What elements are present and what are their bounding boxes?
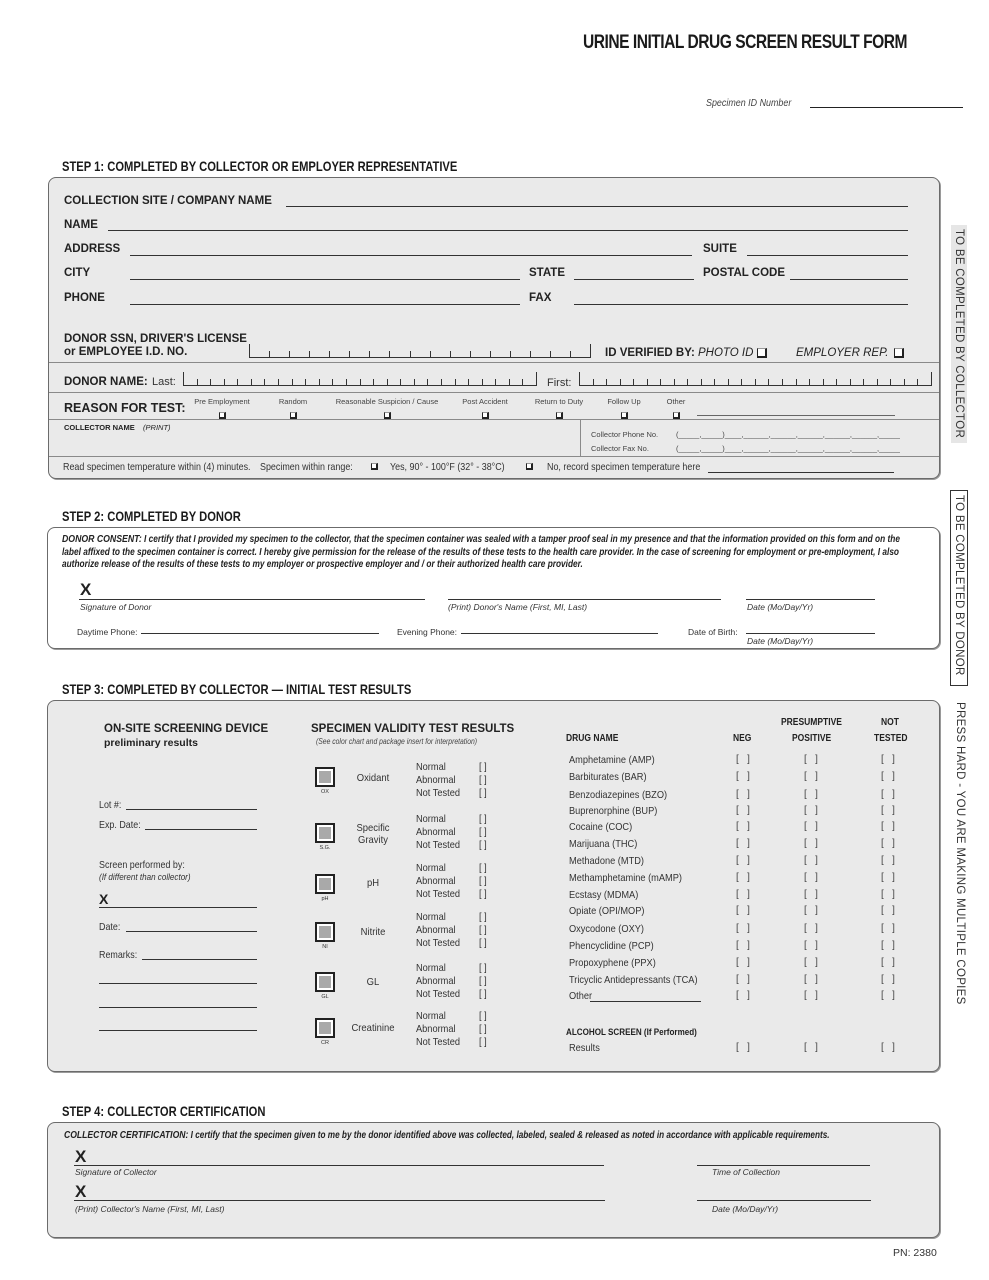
drug-row: Benzodiazepines (BZO) [ ] [ ] [ ] xyxy=(569,789,895,801)
suite-input[interactable] xyxy=(747,255,908,256)
creatinine-abnormal-box[interactable]: [ ] xyxy=(479,1023,487,1035)
donor-last-name-input[interactable] xyxy=(183,372,537,386)
photo-id-checkbox[interactable] xyxy=(757,348,767,358)
donor-date-input[interactable] xyxy=(746,599,875,600)
oxidant-abnormal-box[interactable]: [ ] xyxy=(479,774,487,786)
exp-date-label: Exp. Date: xyxy=(99,819,141,831)
not-tested-box[interactable]: [ ] xyxy=(881,889,895,900)
temp-range-label: Specimen within range: xyxy=(260,461,353,473)
daytime-phone-label: Daytime Phone: xyxy=(77,627,138,637)
screen-date-label: Date: xyxy=(99,921,121,933)
validity-row-oxidant: OX Oxidant Normal Abnormal Not Tested [ ] [ ] [ ] xyxy=(313,761,513,803)
address-input[interactable] xyxy=(130,255,692,256)
id-verified-label: ID VERIFIED BY: xyxy=(605,347,695,359)
positive-box[interactable]: [ ] xyxy=(804,889,818,900)
other-reason-input[interactable] xyxy=(697,415,895,416)
part-number: PN: 2380 xyxy=(893,1247,937,1259)
neg-box[interactable]: [ ] xyxy=(736,838,750,849)
positive-box[interactable]: [ ] xyxy=(804,872,818,883)
creatinine-code: CR xyxy=(321,1040,329,1046)
not-tested-box[interactable]: [ ] xyxy=(881,923,895,934)
not-tested-box[interactable]: [ ] xyxy=(881,789,895,800)
neg-box[interactable]: [ ] xyxy=(736,754,750,765)
collection-site-input[interactable] xyxy=(286,206,908,207)
suite-label: SUITE xyxy=(703,243,737,255)
id-verified-employer-label: EMPLOYER REP. xyxy=(796,347,889,359)
donor-print-name-label: (Print) Donor's Name (First, MI, Last) xyxy=(448,602,588,612)
side-tab-donor: TO BE COMPLETED BY DONOR xyxy=(950,490,968,686)
specific-gravity-abnormal-box[interactable]: [ ] xyxy=(479,826,487,838)
screen-date-input[interactable] xyxy=(126,931,257,932)
validity-subtitle: (See color chart and package insert for interpretation) xyxy=(316,737,478,746)
drug-row: Phencyclidine (PCP) [ ] [ ] [ ] xyxy=(569,940,895,952)
positive-box[interactable]: [ ] xyxy=(804,974,818,985)
donor-first-name-input[interactable] xyxy=(579,372,932,386)
reason-option-other[interactable]: Other xyxy=(662,397,690,424)
fax-input[interactable] xyxy=(574,304,908,305)
drug-row: Oxycodone (OXY) [ ] [ ] [ ] xyxy=(569,923,895,935)
other-drug-input[interactable] xyxy=(590,1001,701,1002)
neg-box[interactable]: [ ] xyxy=(736,821,750,832)
specific-gravity-not-tested-box[interactable]: [ ] xyxy=(479,839,487,851)
collector-signature-input[interactable] xyxy=(74,1165,604,1166)
presumptive-header-1: PRESUMPTIVE xyxy=(781,717,842,728)
step1-heading: STEP 1: COMPLETED BY COLLECTOR OR EMPLOYER REPRESENTATIVE xyxy=(62,158,458,174)
gl-name: GL xyxy=(366,976,380,988)
post-accident-checkbox[interactable] xyxy=(482,412,489,419)
evening-phone-label: Evening Phone: xyxy=(397,627,458,637)
positive-box[interactable]: [ ] xyxy=(804,821,818,832)
other-checkbox[interactable] xyxy=(673,412,680,419)
drug-row: Cocaine (COC) [ ] [ ] [ ] xyxy=(569,821,895,833)
nitrite-swatch xyxy=(315,922,335,942)
donor-consent xyxy=(62,533,917,572)
drug-name-header: DRUG NAME xyxy=(566,733,619,744)
gl-code: GL xyxy=(321,994,329,1000)
dob-date-label: Date (Mo/Day/Yr) xyxy=(747,636,814,646)
state-input[interactable] xyxy=(574,279,694,280)
positive-box[interactable]: [ ] xyxy=(804,771,818,782)
not-tested-box[interactable]: [ ] xyxy=(881,905,895,916)
not-tested-header-1: NOT xyxy=(881,717,899,728)
creatinine-swatch xyxy=(315,1018,335,1038)
collection-date-label: Date (Mo/Day/Yr) xyxy=(712,1204,779,1214)
collector-print-mark: X xyxy=(75,1182,87,1201)
remarks-input-1[interactable] xyxy=(142,959,257,960)
validity-title: SPECIMEN VALIDITY TEST RESULTS xyxy=(311,723,515,735)
collector-print-name-input[interactable] xyxy=(74,1200,605,1201)
time-of-collection-input[interactable] xyxy=(697,1165,870,1166)
neg-box[interactable]: [ ] xyxy=(736,872,750,883)
collector-fax-label: Collector Fax No. xyxy=(591,444,649,453)
city-input[interactable] xyxy=(130,279,520,280)
donor-consent-label: DONOR CONSENT: xyxy=(62,533,142,545)
alcohol-screen-title: ALCOHOL SCREEN (If Performed) xyxy=(566,1027,697,1038)
not-tested-box[interactable]: [ ] xyxy=(881,855,895,866)
neg-box[interactable]: [ ] xyxy=(736,789,750,800)
neg-box[interactable]: [ ] xyxy=(736,855,750,866)
neg-box[interactable]: [ ] xyxy=(736,974,750,985)
exp-date-input[interactable] xyxy=(145,829,257,830)
validity-row-specific-gravity: S.G. Specific Gravity Normal Abnormal Not Tested [ ] [ ] [ ] xyxy=(313,813,513,855)
reason-option-return-to-duty[interactable]: Return to Duty xyxy=(530,397,588,424)
validity-row-gl: GL GL Normal Abnormal Not Tested [ ] [ ] [ ] xyxy=(313,962,513,1004)
presumptive-header-2: POSITIVE xyxy=(792,733,832,744)
specimen-id-label: Specimen ID Number xyxy=(706,97,792,109)
donor-id-label-1: DONOR SSN, DRIVER'S LICENSE xyxy=(64,333,247,345)
donor-date-label: Date (Mo/Day/Yr) xyxy=(747,602,814,612)
drug-row: Opiate (OPI/MOP) [ ] [ ] [ ] xyxy=(569,905,895,917)
temp-no-checkbox[interactable] xyxy=(526,463,533,470)
donor-signature-mark: X xyxy=(80,580,92,599)
positive-box[interactable]: [ ] xyxy=(804,838,818,849)
creatinine-not-tested-box[interactable]: [ ] xyxy=(479,1036,487,1048)
phone-input[interactable] xyxy=(130,304,520,305)
donor-name-label: DONOR NAME: xyxy=(64,376,148,388)
not-tested-box[interactable]: [ ] xyxy=(881,957,895,968)
screen-by-hint: (If different than collector) xyxy=(99,872,191,883)
alcohol-positive-box[interactable]: [ ] xyxy=(804,1042,818,1053)
form-title: URINE INITIAL DRUG SCREEN RESULT FORM xyxy=(583,32,907,53)
step4-heading: STEP 4: COLLECTOR CERTIFICATION xyxy=(62,1103,266,1119)
pre-employment-checkbox[interactable] xyxy=(219,412,226,419)
collector-phone-input[interactable]: (_____,_____)____,______,______,______,______,______,_____ xyxy=(676,430,900,439)
donor-print-name-input[interactable] xyxy=(448,599,721,600)
dob-input[interactable] xyxy=(746,633,875,634)
donor-last-label: Last: xyxy=(152,376,176,388)
time-of-collection-label: Time of Collection xyxy=(712,1167,780,1177)
reason-option-pre-employment[interactable]: Pre Employment xyxy=(190,397,254,424)
collector-signature-label: Signature of Collector xyxy=(75,1167,157,1177)
state-label: STATE xyxy=(529,267,565,279)
temp-yes-checkbox[interactable] xyxy=(371,463,378,470)
specimen-id-input[interactable] xyxy=(810,107,963,108)
side-tab-press-hard: PRESS HARD - YOU ARE MAKING MULTIPLE COPIES xyxy=(954,702,966,1005)
oxidant-code: OX xyxy=(321,789,329,795)
ph-swatch xyxy=(315,874,335,894)
collection-date-input[interactable] xyxy=(697,1200,871,1201)
creatinine-normal-box[interactable]: [ ] xyxy=(479,1010,487,1022)
oxidant-not-tested-box[interactable]: [ ] xyxy=(479,787,487,799)
ph-name: pH xyxy=(366,877,380,889)
temp-yes-label: Yes, 90° - 100°F (32° - 38°C) xyxy=(390,461,505,473)
collector-cert-label: COLLECTOR CERTIFICATION: xyxy=(64,1129,189,1141)
daytime-phone-input[interactable] xyxy=(141,633,379,634)
gl-normal-box[interactable]: [ ] xyxy=(479,962,487,974)
alcohol-row: Results [ ] [ ] [ ] xyxy=(569,1042,895,1054)
divider xyxy=(49,456,939,457)
donor-signature-label: Signature of Donor xyxy=(80,602,152,612)
temp-no-label: No, record specimen temperature here xyxy=(547,461,701,473)
neg-box[interactable]: [ ] xyxy=(736,805,750,816)
neg-box[interactable]: [ ] xyxy=(736,940,750,951)
drug-row: Barbiturates (BAR) [ ] [ ] [ ] xyxy=(569,771,895,783)
reason-option-follow-up[interactable]: Follow Up xyxy=(602,397,646,424)
ph-normal-box[interactable]: [ ] xyxy=(479,862,487,874)
remarks-input-4[interactable] xyxy=(99,1030,257,1031)
drug-row: Marijuana (THC) [ ] [ ] [ ] xyxy=(569,838,895,850)
divider xyxy=(49,362,939,363)
lot-input[interactable] xyxy=(126,809,257,810)
follow-up-checkbox[interactable] xyxy=(621,412,628,419)
dob-label: Date of Birth: xyxy=(688,627,738,637)
phone-label: PHONE xyxy=(64,292,105,304)
positive-box[interactable]: [ ] xyxy=(804,923,818,934)
postal-code-label: POSTAL CODE xyxy=(703,267,785,279)
neg-box[interactable]: [ ] xyxy=(736,771,750,782)
gl-abnormal-box[interactable]: [ ] xyxy=(479,975,487,987)
positive-box[interactable]: [ ] xyxy=(804,940,818,951)
not-tested-header-2: TESTED xyxy=(874,733,908,744)
nitrite-code: NI xyxy=(322,944,328,950)
collector-name-label: COLLECTOR NAME (PRINT) xyxy=(64,423,171,432)
fax-label: FAX xyxy=(529,292,552,304)
drug-row: Methadone (MTD) [ ] [ ] [ ] xyxy=(569,855,895,867)
drug-row: Tricyclic Antidepressants (TCA) [ ] [ ] [ ] xyxy=(569,974,895,986)
screen-by-label: Screen performed by: xyxy=(99,859,185,871)
not-tested-box[interactable]: [ ] xyxy=(881,990,895,1001)
drug-row: Buprenorphine (BUP) [ ] [ ] [ ] xyxy=(569,805,895,817)
specific-gravity-swatch xyxy=(315,823,335,843)
positive-box[interactable]: [ ] xyxy=(804,754,818,765)
lot-label: Lot #: xyxy=(99,799,122,811)
city-label: CITY xyxy=(64,267,91,279)
validity-row-creatinine: CR Creatinine Normal Abnormal Not Tested [ ] [ ] [ ] xyxy=(313,1010,513,1052)
device-subtitle: preliminary results xyxy=(104,737,198,749)
donor-consent-text: I certify that I provided my specimen to the collector, that the specimen container was sealed with a tamper proof seal in my presence and that the information provided on this form and on the label affixed to the specimen container is correct. I hereby give permission for the release of the results of these tests to the health care provider. In the case of screening for employment or pre-employment, I also authorize release of the results of these tests to my employer or prospective employer and / or their authorized health care provider. xyxy=(62,534,900,570)
employer-rep-checkbox[interactable] xyxy=(894,348,904,358)
specific-gravity-name: Specific Gravity xyxy=(356,822,390,846)
screen-by-signature-input[interactable] xyxy=(99,907,257,908)
not-tested-box[interactable]: [ ] xyxy=(881,805,895,816)
divider xyxy=(49,419,939,420)
random-checkbox[interactable] xyxy=(290,412,297,419)
id-verified-photo-label: PHOTO ID xyxy=(698,347,754,359)
reason-option-random[interactable]: Random xyxy=(270,397,316,424)
donor-first-label: First: xyxy=(547,377,572,389)
alcohol-neg-box[interactable]: [ ] xyxy=(736,1042,750,1053)
positive-box[interactable]: [ ] xyxy=(804,990,818,1001)
neg-box[interactable]: [ ] xyxy=(736,957,750,968)
evening-phone-input[interactable] xyxy=(461,633,658,634)
nitrite-abnormal-box[interactable]: [ ] xyxy=(479,924,487,936)
gl-swatch xyxy=(315,972,335,992)
collector-cert-text: I certify that the specimen given to me by the donor identified above was collected, labeled, sealed & released as noted in accordance with applicable requirements. xyxy=(190,1130,830,1141)
address-label: ADDRESS xyxy=(64,243,121,255)
side-tab-collector: TO BE COMPLETED BY COLLECTOR xyxy=(951,225,967,443)
neg-box[interactable]: [ ] xyxy=(736,905,750,916)
postal-code-input[interactable] xyxy=(790,279,908,280)
not-tested-box[interactable]: [ ] xyxy=(881,940,895,951)
screen-sign-mark: X xyxy=(99,891,109,907)
neg-header: NEG xyxy=(733,733,752,744)
ph-not-tested-box[interactable]: [ ] xyxy=(479,888,487,900)
collection-site-label: COLLECTION SITE / COMPANY NAME xyxy=(64,195,272,207)
step3-heading: STEP 3: COMPLETED BY COLLECTOR — INITIAL TEST RESULTS xyxy=(62,681,412,697)
divider xyxy=(580,420,581,456)
reason-option-post-accident[interactable]: Post Accident xyxy=(458,397,512,424)
not-tested-box[interactable]: [ ] xyxy=(881,754,895,765)
not-tested-box[interactable]: [ ] xyxy=(881,872,895,883)
validity-row-ph: pH pH Normal Abnormal Not Tested [ ] [ ] [ ] xyxy=(313,862,513,904)
validity-row-nitrite: NI Nitrite Normal Abnormal Not Tested [ ] [ ] [ ] xyxy=(313,911,513,953)
temp-record-input[interactable] xyxy=(708,472,894,473)
positive-box[interactable]: [ ] xyxy=(804,855,818,866)
positive-box[interactable]: [ ] xyxy=(804,789,818,800)
donor-signature-input[interactable] xyxy=(79,599,425,600)
donor-id-label-2: or EMPLOYEE I.D. NO. xyxy=(64,346,188,358)
reason-option-reasonable-suspicion[interactable]: Reasonable Suspicion / Cause xyxy=(330,397,444,424)
drug-row: Propoxyphene (PPX) [ ] [ ] [ ] xyxy=(569,957,895,969)
nitrite-name: Nitrite xyxy=(360,926,386,938)
remarks-input-2[interactable] xyxy=(99,983,257,984)
drug-row: Amphetamine (AMP) [ ] [ ] [ ] xyxy=(569,754,895,766)
gl-not-tested-box[interactable]: [ ] xyxy=(479,988,487,1000)
collector-certification xyxy=(64,1129,909,1141)
temp-instruction: Read specimen temperature within (4) minutes. xyxy=(63,461,251,473)
device-title: ON-SITE SCREENING DEVICE xyxy=(104,723,269,735)
positive-box[interactable]: [ ] xyxy=(804,805,818,816)
not-tested-box[interactable]: [ ] xyxy=(881,771,895,782)
specific-gravity-code: S.G. xyxy=(319,845,331,851)
collector-name-input[interactable] xyxy=(64,436,574,454)
divider xyxy=(49,392,939,393)
collector-phone-label: Collector Phone No. xyxy=(591,430,659,439)
nitrite-not-tested-box[interactable]: [ ] xyxy=(479,937,487,949)
not-tested-box[interactable]: [ ] xyxy=(881,821,895,832)
alcohol-not-tested-box[interactable]: [ ] xyxy=(881,1042,895,1053)
neg-box[interactable]: [ ] xyxy=(736,990,750,1001)
collector-fax-input[interactable]: (_____,_____)____,______,______,______,______,______,_____ xyxy=(676,444,900,453)
donor-id-input[interactable] xyxy=(249,344,591,358)
specific-gravity-normal-box[interactable]: [ ] xyxy=(479,813,487,825)
step2-heading: STEP 2: COMPLETED BY DONOR xyxy=(62,508,241,524)
remarks-label: Remarks: xyxy=(99,949,138,961)
ph-abnormal-box[interactable]: [ ] xyxy=(479,875,487,887)
neg-box[interactable]: [ ] xyxy=(736,889,750,900)
positive-box[interactable]: [ ] xyxy=(804,957,818,968)
name-label: NAME xyxy=(64,219,98,231)
not-tested-box[interactable]: [ ] xyxy=(881,974,895,985)
reasonable-suspicion-checkbox[interactable] xyxy=(384,412,391,419)
ph-code: pH xyxy=(321,896,329,902)
drug-row: Ecstasy (MDMA) [ ] [ ] [ ] xyxy=(569,889,895,901)
not-tested-box[interactable]: [ ] xyxy=(881,838,895,849)
collector-signature-mark: X xyxy=(75,1147,87,1166)
nitrite-normal-box[interactable]: [ ] xyxy=(479,911,487,923)
oxidant-name: Oxidant xyxy=(356,772,390,784)
positive-box[interactable]: [ ] xyxy=(804,905,818,916)
reason-for-test-label: REASON FOR TEST: xyxy=(64,401,186,415)
collector-print-name-label: (Print) Collector's Name (First, MI, Last) xyxy=(75,1204,225,1214)
drug-row: Methamphetamine (mAMP) [ ] [ ] [ ] xyxy=(569,872,895,884)
creatinine-name: Creatinine xyxy=(351,1022,395,1034)
drug-row-other: Other [ ] [ ] [ ] xyxy=(569,990,895,1002)
name-input[interactable] xyxy=(108,230,908,231)
return-to-duty-checkbox[interactable] xyxy=(556,412,563,419)
oxidant-normal-box[interactable]: [ ] xyxy=(479,761,487,773)
neg-box[interactable]: [ ] xyxy=(736,923,750,934)
remarks-input-3[interactable] xyxy=(99,1007,257,1008)
oxidant-swatch xyxy=(315,767,335,787)
